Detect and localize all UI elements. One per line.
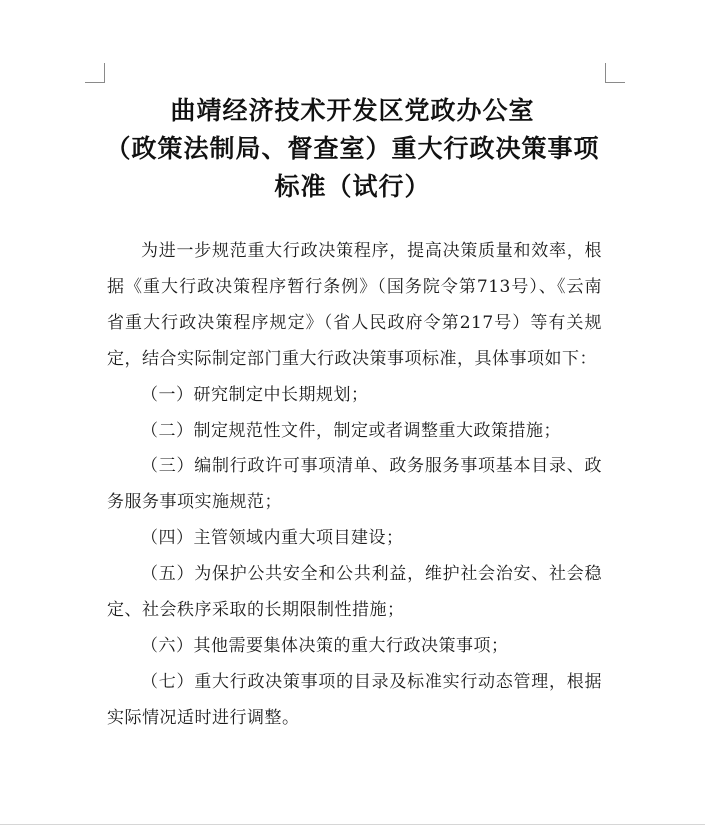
item-paragraph-6: （六）其他需要集体决策的重大行政决策事项； (141, 635, 509, 656)
crop-mark-top-right-vertical (605, 63, 606, 83)
item-paragraph-7: （七）重大行政决策事项的目录及标准实行动态管理，根据实际情况适时进行调整。 (107, 671, 602, 728)
item-paragraph-4: （四）主管领域内重大项目建设； (141, 528, 404, 549)
item-paragraph-1: （一）研究制定中长期规划； (141, 384, 369, 405)
crop-mark-top-right-horizontal (605, 82, 625, 83)
title-line-3: 标准（试行） (274, 172, 431, 201)
item-paragraph-2: （二）制定规范性文件，制定或者调整重大政策措施； (141, 420, 561, 441)
document-body (107, 234, 602, 737)
page-bottom-divider (0, 824, 705, 825)
crop-mark-top-left-vertical (104, 63, 105, 83)
document-title (0, 92, 705, 206)
item-paragraph-5: （五）为保护公共安全和公共利益，维护社会治安、社会稳定、社会秩序采取的长期限制性措施； (107, 564, 602, 621)
crop-mark-top-left-horizontal (85, 82, 105, 83)
title-line-2: （政策法制局、督查室）重大行政决策事项 (105, 134, 600, 163)
title-line-1: 曲靖经济技术开发区党政办公室 (170, 96, 535, 125)
intro-paragraph: 为进一步规范重大行政决策程序，提高决策质量和效率，根据《重大行政决策程序暂行条例》（国务院令第713号）、《云南省重大行政决策程序规定》（省人民政府令第217号）等有关规定，结合实际制定部门重大行政决策事项标准，具体事项如下： (107, 241, 602, 369)
item-paragraph-3: （三）编制行政许可事项清单、政务服务事项基本目录、政务服务事项实施规范； (107, 456, 602, 513)
